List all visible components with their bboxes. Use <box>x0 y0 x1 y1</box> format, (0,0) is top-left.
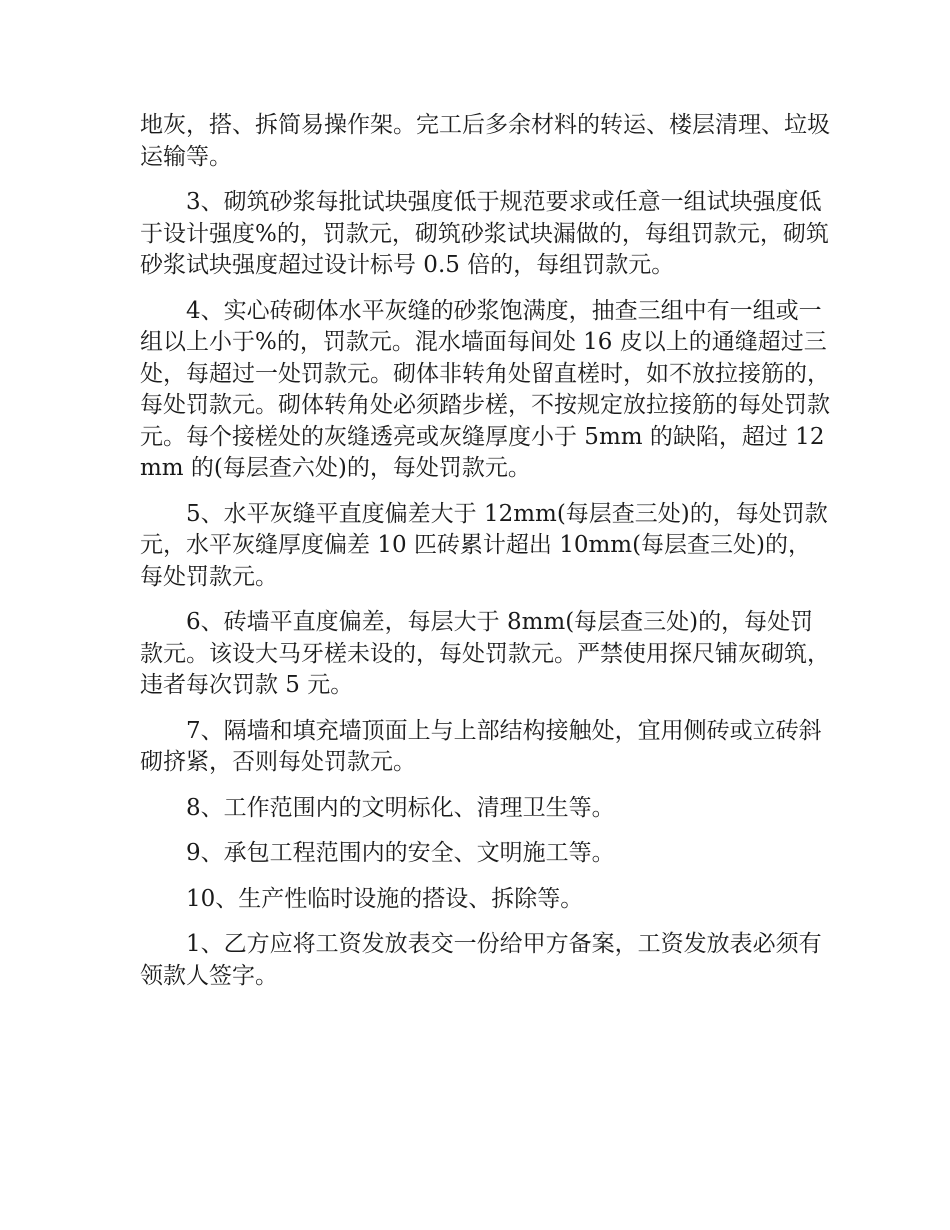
paragraph-item-8: 8、工作范围内的文明标化、清理卫生等。 <box>186 794 615 821</box>
paragraph-item-4: 4、实心砖砌体水平灰缝的砂浆饱满度，抽查三组中有一组或一组以上小于%的，罚款元。混水墙面每间处 16 皮以上的通缝超过三处，每超过一处罚款元。砌体非转角处留直槎时，如不放拉接筋的，每处罚款元。砌体转角处必须踏步槎，不按规定放拉接筋的每处罚款元。每个接槎处的灰缝透亮或灰缝厚度小于 5mm 的缺陷，超过 12mm 的(每层查六处)的，每处罚款元。 <box>140 297 830 481</box>
paragraph-item-5: 5、水平灰缝平直度偏差大于 12mm(每层查三处)的，每处罚款元，水平灰缝厚度偏差 10 匹砖累计超出 10mm(每层查三处)的，每处罚款元。 <box>140 500 828 590</box>
paragraph-item-3: 3、砌筑砂浆每批试块强度低于规范要求或任意一组试块强度低于设计强度%的，罚款元，砌筑砂浆试块漏做的，每组罚款元，砌筑砂浆试块强度超过设计标号 0.5 倍的，每组罚款元。 <box>140 189 829 278</box>
paragraph-item-6: 6、砖墙平直度偏差，每层大于 8mm(每层查三处)的，每处罚款元。该设大马牙槎未设的，每处罚款元。严禁使用探尺铺灰砌筑，违者每次罚款 5 元。 <box>140 609 830 698</box>
paragraph-continuation: 地灰，搭、拆简易操作架。完工后多余材料的转运、楼层清理、垃圾运输等。 <box>140 112 830 170</box>
paragraph-item-1: 1、乙方应将工资发放表交一份给甲方备案，工资发放表必须有领款人签字。 <box>140 931 822 989</box>
paragraph-item-9: 9、承包工程范围内的安全、文明施工等。 <box>186 840 615 866</box>
paragraph-item-7: 7、隔墙和填充墙顶面上与上部结构接触处，宜用侧砖或立砖斜砌挤紧，否则每处罚款元。 <box>140 717 822 775</box>
paragraph-item-10: 10、生产性临时设施的搭设、拆除等。 <box>186 885 584 912</box>
document-body <box>140 110 830 1006</box>
